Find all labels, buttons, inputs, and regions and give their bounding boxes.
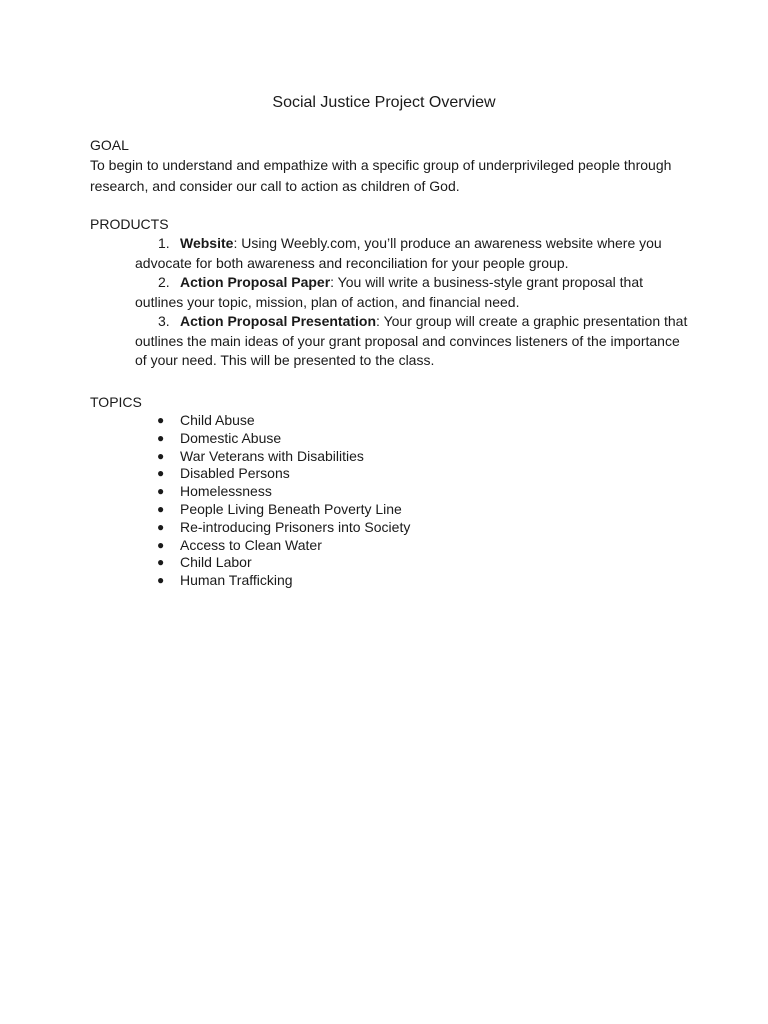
topic-item (90, 448, 690, 466)
topic-item (90, 501, 690, 519)
goal-text: To begin to understand and empathize with a specific group of underprivileged people through research, and consider our call to action as children of God. (90, 157, 672, 194)
topic-label: People Living Beneath Poverty Line (180, 500, 402, 517)
topic-item (90, 483, 690, 501)
products-heading: PRODUCTS (90, 216, 169, 232)
bullet-icon: ● (157, 466, 165, 481)
topics-heading: TOPICS (90, 394, 142, 410)
topic-item (90, 430, 690, 448)
topic-item (90, 554, 690, 572)
topics-list (90, 412, 690, 590)
product-name: Action Proposal Presentation (180, 313, 377, 329)
topic-item (90, 519, 690, 537)
topic-label: Child Abuse (180, 412, 255, 428)
topic-item (90, 465, 690, 483)
topic-label: Disabled Persons (180, 465, 290, 482)
page-title: Social Justice Project Overview (272, 94, 496, 111)
topic-item (90, 412, 690, 430)
bullet-icon: ● (157, 555, 165, 570)
product-number: 1. (158, 235, 170, 251)
products-list (90, 234, 690, 371)
topic-item (90, 537, 690, 555)
bullet-icon: ● (157, 413, 165, 427)
bullet-icon: ● (157, 501, 165, 516)
topic-label: Domestic Abuse (180, 429, 282, 446)
product-description: : Using Weebly.com, you’ll produce an awareness website where you advocate for both awareness and reconciliation for your people group. (135, 235, 662, 271)
product-description: : Your group will create a graphic presentation that outlines the main ideas of your grant proposal and convinces listeners of the importance of your need. This will be presented to the class. (135, 313, 688, 368)
topic-item (90, 572, 690, 590)
bullet-icon: ● (157, 430, 165, 445)
goal-section (90, 135, 690, 196)
topic-label: Re-introducing Prisoners into Society (180, 518, 411, 535)
product-item (90, 273, 690, 312)
product-item (90, 312, 690, 371)
topic-label: Homelessness (180, 483, 272, 500)
product-number: 2. (158, 274, 170, 290)
product-name: Action Proposal Paper (180, 274, 331, 290)
bullet-icon: ● (157, 484, 165, 499)
product-item (90, 234, 690, 273)
topics-section (90, 392, 690, 590)
topic-label: Child Labor (180, 554, 252, 571)
topic-label: War Veterans with Disabilities (180, 447, 364, 464)
topic-label: Human Trafficking (180, 572, 293, 589)
bullet-icon: ● (157, 519, 165, 534)
bullet-icon: ● (157, 573, 165, 588)
topic-label: Access to Clean Water (180, 536, 322, 553)
product-description: : You will write a business-style grant proposal that outlines your topic, mission, plan of action, and financial need. (135, 274, 643, 310)
products-section (90, 214, 690, 371)
product-number: 3. (158, 313, 170, 329)
bullet-icon: ● (157, 448, 165, 463)
goal-heading: GOAL (90, 137, 129, 153)
bullet-icon: ● (157, 537, 165, 552)
product-name: Website (180, 235, 234, 251)
